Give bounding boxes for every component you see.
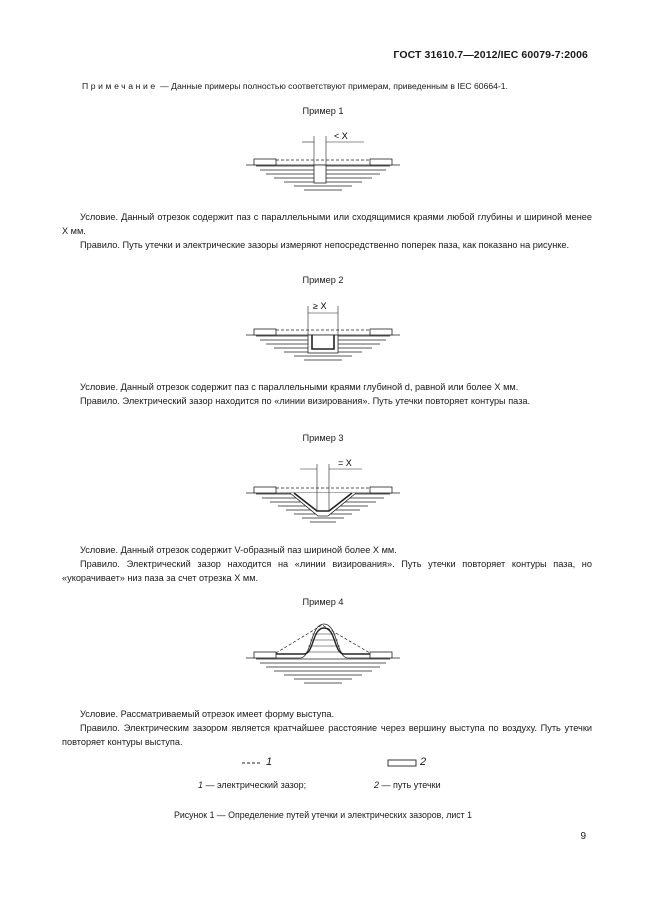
example-3-diagram [0, 452, 646, 532]
example-3-rule: Правило. Электрический зазор находится на «линии визирования». Путь утечки повторяет контуры паза, но «укорачивает» низ паза за счет отрезка X мм. [62, 559, 592, 583]
example-4-rule: Правило. Электрическим зазором является кратчайшее расстояние через вершину выступа по воздуху. Путь утечки повторяет контуры выступа. [62, 723, 592, 747]
legend-item-1-number: 1 [266, 756, 273, 768]
example-2-title: Пример 2 [302, 275, 344, 285]
example-2-dim-label: ≥ X [313, 301, 327, 311]
legend-symbols-diagram [0, 752, 646, 772]
example-2-diagram [0, 294, 646, 364]
note-paragraph [82, 80, 592, 92]
example-3-title: Пример 3 [302, 433, 344, 443]
figure-caption: Рисунок 1 — Определение путей утечки и электрических зазоров, лист 1 [173, 810, 473, 820]
page-number: 9 [580, 831, 586, 842]
example-2-text [62, 380, 592, 408]
example-1-dim-label: < X [334, 131, 348, 141]
legend-item-2 [374, 780, 441, 790]
legend-item-2-number: 2 [420, 756, 427, 768]
example-3-dim-label: = X [338, 458, 352, 468]
example-3-text [62, 543, 592, 585]
legend-item-2-num: 2 [374, 780, 380, 790]
example-4-figure [0, 616, 646, 696]
legend-item-2-text: — путь утечки [381, 780, 441, 790]
note-label: Примечание [82, 81, 158, 91]
legend-symbols [0, 752, 646, 772]
example-4-title: Пример 4 [302, 597, 344, 607]
example-1-diagram [0, 124, 646, 194]
example-4-diagram [0, 616, 646, 696]
example-1-figure [0, 124, 646, 194]
legend-item-1-num: 1 [198, 780, 204, 790]
example-1-condition: Условие. Данный отрезок содержит паз с параллельными или сходящимися краями любой глубины и шириной менее X мм. [62, 212, 592, 236]
legend-item-1-text: — электрический зазор; [205, 780, 307, 790]
example-3-figure [0, 452, 646, 532]
example-1-rule: Правило. Путь утечки и электрические зазоры измеряют непосредственно поперек паза, как показано на рисунке. [80, 240, 570, 250]
example-1-title: Пример 1 [302, 106, 344, 116]
example-4-condition: Условие. Рассматриваемый отрезок имеет форму выступа. [80, 709, 335, 719]
example-2-figure [0, 294, 646, 364]
example-3-condition: Условие. Данный отрезок содержит V-образный паз шириной более X мм. [80, 545, 397, 555]
note-text: — Данные примеры полностью соответствуют примерам, приведенным в IEC 60664-1. [160, 81, 508, 91]
example-4-text [62, 707, 592, 749]
example-2-rule: Правило. Электрический зазор находится по «линии визирования». Путь утечки повторяет контуры паза. [80, 396, 531, 406]
standard-header: ГОСТ 31610.7—2012/IEC 60079-7:2006 [393, 49, 588, 61]
example-1-text [62, 210, 592, 252]
legend-item-1 [198, 780, 306, 790]
example-2-condition: Условие. Данный отрезок содержит паз с параллельными краями глубиной d, равной или более X мм. [80, 382, 519, 392]
